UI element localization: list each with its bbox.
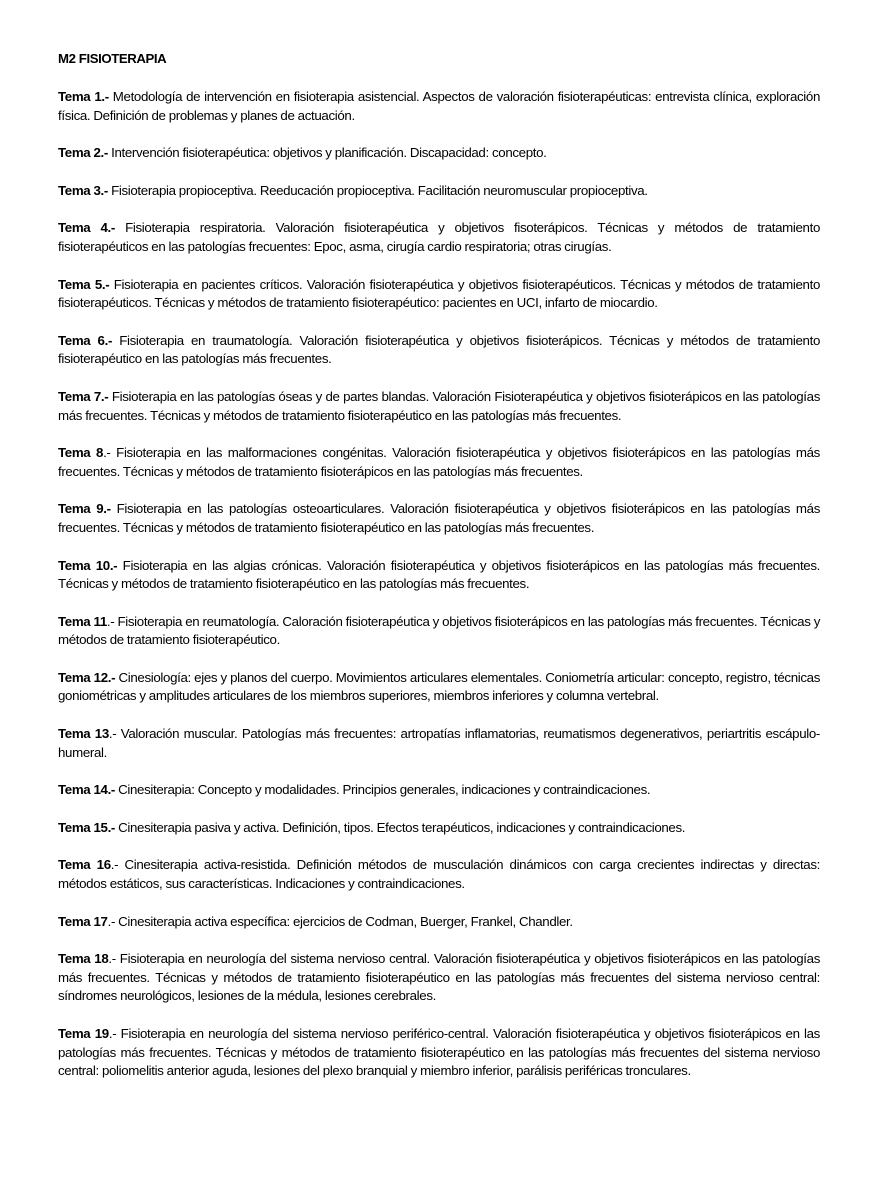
tema-label: Tema 5.- <box>58 276 110 292</box>
tema-label: Tema 2.- <box>58 145 108 161</box>
tema-text: Fisioterapia en las patologías osteoarticulares. Valoración fisioterapéutica y objetivos fisioterápicos en las patologías más frecuentes. Técnicas y métodos de tratamiento fisioterapéutico en las patologías más frecuentes. <box>58 501 820 535</box>
tema-label: Tema 12.- <box>58 669 116 685</box>
tema-item <box>58 613 820 650</box>
tema-text: Fisioterapia en las patologías óseas y de partes blandas. Valoración Fisioterapéutica y objetivos fisioterápicos en las patologías más frecuentes. Técnicas y métodos de tratamiento fisioterapéutico en las patologías más frecuentes. <box>58 388 820 423</box>
tema-text: Fisioterapia propioceptiva. Reeducación propioceptiva. Facilitación neuromuscular propioceptiva. <box>107 182 648 198</box>
tema-text: Cinesiterapia activa específica: ejercicios de Codman, Buerger, Frankel, Chandler. <box>115 913 573 929</box>
tema-item <box>58 276 820 313</box>
tema-label: Tema 7.- <box>58 388 109 404</box>
tema-item <box>58 557 820 594</box>
tema-label: Tema 14.- <box>58 782 116 798</box>
tema-separator: .- <box>103 445 111 461</box>
tema-item <box>58 819 820 838</box>
tema-label: Tema 8 <box>58 445 104 461</box>
tema-label: Tema 15.- <box>58 819 116 835</box>
tema-text: Fisioterapia en pacientes críticos. Valoración fisioterapéutica y objetivos fisioterapéuticos. Técnicas y métodos de tratamiento fisioterapéuticos. Técnicas y métodos de tratamiento fisioterapéutico: pacientes en UCI, infarto de miocardio. <box>58 276 820 311</box>
tema-item <box>58 182 820 201</box>
tema-separator: .- <box>108 1026 117 1041</box>
tema-item <box>58 144 820 163</box>
tema-item <box>58 781 820 800</box>
tema-item <box>58 88 820 125</box>
tema-text: Fisioterapia en las algias crónicas. Valoración fisioterapéutica y objetivos fisioterápicos en las patologías más frecuentes. Técnicas y métodos de tratamiento fisioterapéutico en las patologías más frecuentes. <box>58 557 820 592</box>
tema-label: Tema 17 <box>58 913 108 929</box>
tema-item <box>58 913 820 932</box>
tema-label: Tema 18 <box>58 951 109 967</box>
tema-label: Tema 4.- <box>58 220 115 236</box>
tema-text: Cinesiterapia pasiva y activa. Definición, tipos. Efectos terapéuticos, indicaciones y contraindicaciones. <box>115 819 686 835</box>
tema-text: Cinesiterapia: Concepto y modalidades. Principios generales, indicaciones y contraindicaciones. <box>115 782 651 798</box>
tema-label: Tema 3.- <box>58 182 108 198</box>
tema-item <box>58 444 820 481</box>
tema-item <box>58 332 820 369</box>
tema-item <box>58 500 820 537</box>
tema-label: Tema 16 <box>58 857 111 873</box>
tema-text: Cinesiterapia activa-resistida. Definición métodos de musculación dinámicos con carga crecientes indirectas y directas: métodos estáticos, sus características. Indicaciones y contraindicaciones. <box>58 857 820 892</box>
tema-item <box>58 388 820 425</box>
tema-separator: .- <box>106 613 115 629</box>
tema-text: Fisioterapia en reumatología. Caloración fisioterapéutica y objetivos fisioterápicos en las patologías más frecuentes. Técnicas y métodos de tratamiento fisioterapéutico. <box>58 613 820 648</box>
tema-item <box>58 725 820 762</box>
tema-label: Tema 1.- <box>58 89 109 104</box>
tema-separator: .- <box>108 951 116 967</box>
tema-item <box>58 950 820 1006</box>
tema-text: Valoración muscular. Patologías más frecuentes: artropatías inflamatorias, reumatismos degenerativos, periartritis escápulo-humeral. <box>58 726 820 760</box>
document-title: M2 FISIOTERAPIA <box>58 51 167 66</box>
tema-text: Fisioterapia en las malformaciones congénitas. Valoración fisioterapéutica y objetivos fisioterápicos en las patologías más frecuentes. Técnicas y métodos de tratamiento fisioterápicos en las patologías más frecuentes. <box>58 445 820 479</box>
tema-text: Fisioterapia en traumatología. Valoración fisioterapéutica y objetivos fisioterápicos. Técnicas y métodos de tratamiento fisioterapéutico en las patologías más frecuentes. <box>58 332 820 367</box>
tema-item <box>58 856 820 893</box>
tema-item <box>58 1025 820 1081</box>
tema-label: Tema 19 <box>58 1026 109 1041</box>
tema-item <box>58 219 820 256</box>
tema-label: Tema 11 <box>58 613 107 629</box>
tema-separator: .- <box>108 726 117 742</box>
tema-label: Tema 6.- <box>58 332 113 348</box>
tema-text: Cinesiología: ejes y planos del cuerpo. Movimientos articulares elementales. Coniometría articular: concepto, registro, técnicas goniométricas y amplitudes articulares de los miembros superiores, miembros inferiores y columna vertebral. <box>58 669 820 704</box>
tema-text: Metodología de intervención en fisioterapia asistencial. Aspectos de valoración fisioterapéuticas: entrevista clínica, exploración física. Definición de problemas y planes de actuación. <box>58 89 821 123</box>
tema-text: Fisioterapia en neurología del sistema nervioso central. Valoración fisioterapéutica y objetivos fisioterápicos en las patologías más frecuentes. Técnicas y métodos de tratamiento fisioterapéutico en las patologías más frecuentes del sistema nervioso central: síndromes neurológicos, lesiones de la médula, lesiones cerebrales. <box>58 951 820 1004</box>
tema-label: Tema 13 <box>58 726 109 742</box>
tema-separator: .- <box>110 857 119 873</box>
tema-label: Tema 10.- <box>58 557 118 573</box>
tema-separator: .- <box>107 913 116 929</box>
tema-item <box>58 669 820 706</box>
tema-text: Intervención fisioterapéutica: objetivos y planificación. Discapacidad: concepto. <box>107 145 547 161</box>
tema-text: Fisioterapia en neurología del sistema nervioso periférico-central. Valoración fisioterapéutica y objetivos fisioterápicos en las patologías más frecuentes. Técnicas y métodos de tratamiento fisioterapéutico en las patologías más frecuentes del sistema nervioso central: poliomelitis anterior aguda, lesiones del plexo branquial y miembro inferior, parálisis periféricas tronculares. <box>58 1026 820 1079</box>
tema-label: Tema 9.- <box>58 501 111 517</box>
tema-text: Fisioterapia respiratoria. Valoración fisioterapéutica y objetivos fisoterápicos. Técnicas y métodos de tratamiento fisioterapéuticos en las patologías frecuentes: Epoc, asma, cirugía cardio respiratoria; otras cirugías. <box>58 220 820 254</box>
